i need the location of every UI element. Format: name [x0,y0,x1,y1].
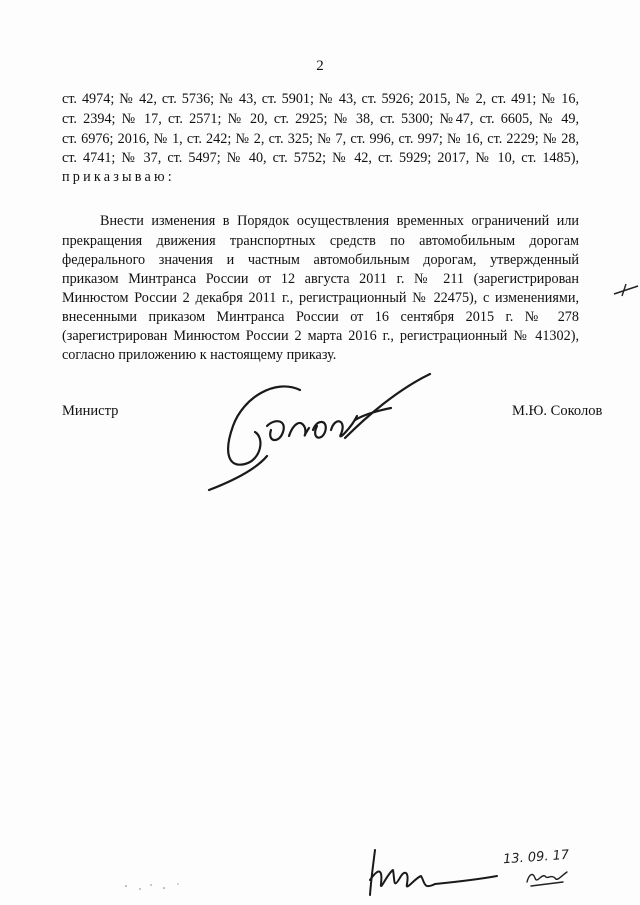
order-word: приказываю: [62,169,175,185]
paragraph2-line-4: приказом Минтранса России от 12 августа 2011 г. № 211 (зарегистрирован [62,271,579,287]
paragraph2-line-2: прекращения движения транспортных средств по автомобильным дорогам [62,233,579,249]
paragraph2-line-7: (зарегистрирован Минюстом России 2 марта 2016 г., регистрационный № 41302), [62,328,579,344]
paragraph2-line-3: федерального значения и частным автомобильным дорогам, утвержденный [62,252,579,268]
margin-mark [612,278,640,300]
paragraph2-line-5: Минюстом России 2 декабря 2011 г., регистрационный № 22475), с изменениями, [62,290,579,306]
minister-name: М.Ю. Соколов [512,403,603,419]
paragraph1-line-2: ст. 2394; № 17, ст. 2571; № 20, ст. 2925; № 38, ст. 5300; №47, ст. 6605, № 49, [62,111,579,127]
paragraph1-line-1: ст. 4974; № 42, ст. 5736; № 43, ст. 5901; № 43, ст. 5926; 2015, № 2, ст. 491; № 16, [62,91,579,107]
paragraph2-line-1: Внести изменения в Порядок осуществления временных ограничений или [100,213,579,229]
stamp-date: 13. 09. 17 [502,847,570,868]
paragraph1-line-4: ст. 4741; № 37, ст. 5497; № 40, ст. 5752; № 42, ст. 5929; 2017, № 10, ст. 1485), [62,150,579,166]
paragraph1-line-3: ст. 6976; 2016, № 1, ст. 242; № 2, ст. 325; № 7, ст. 996, ст. 997; № 16, ст. 2229; № 28, [62,131,579,147]
scan-specks [120,880,200,894]
paragraph2-line-8: согласно приложению к настоящему приказу. [62,347,337,363]
minister-signature [205,368,435,498]
stamp-initials [523,866,573,888]
approval-signature [365,840,500,900]
minister-title: Министр [62,403,119,419]
paragraph2-line-6: внесенными приказом Минтранса России от 16 сентября 2015 г. № 278 [62,309,579,325]
page-number: 2 [316,58,324,74]
